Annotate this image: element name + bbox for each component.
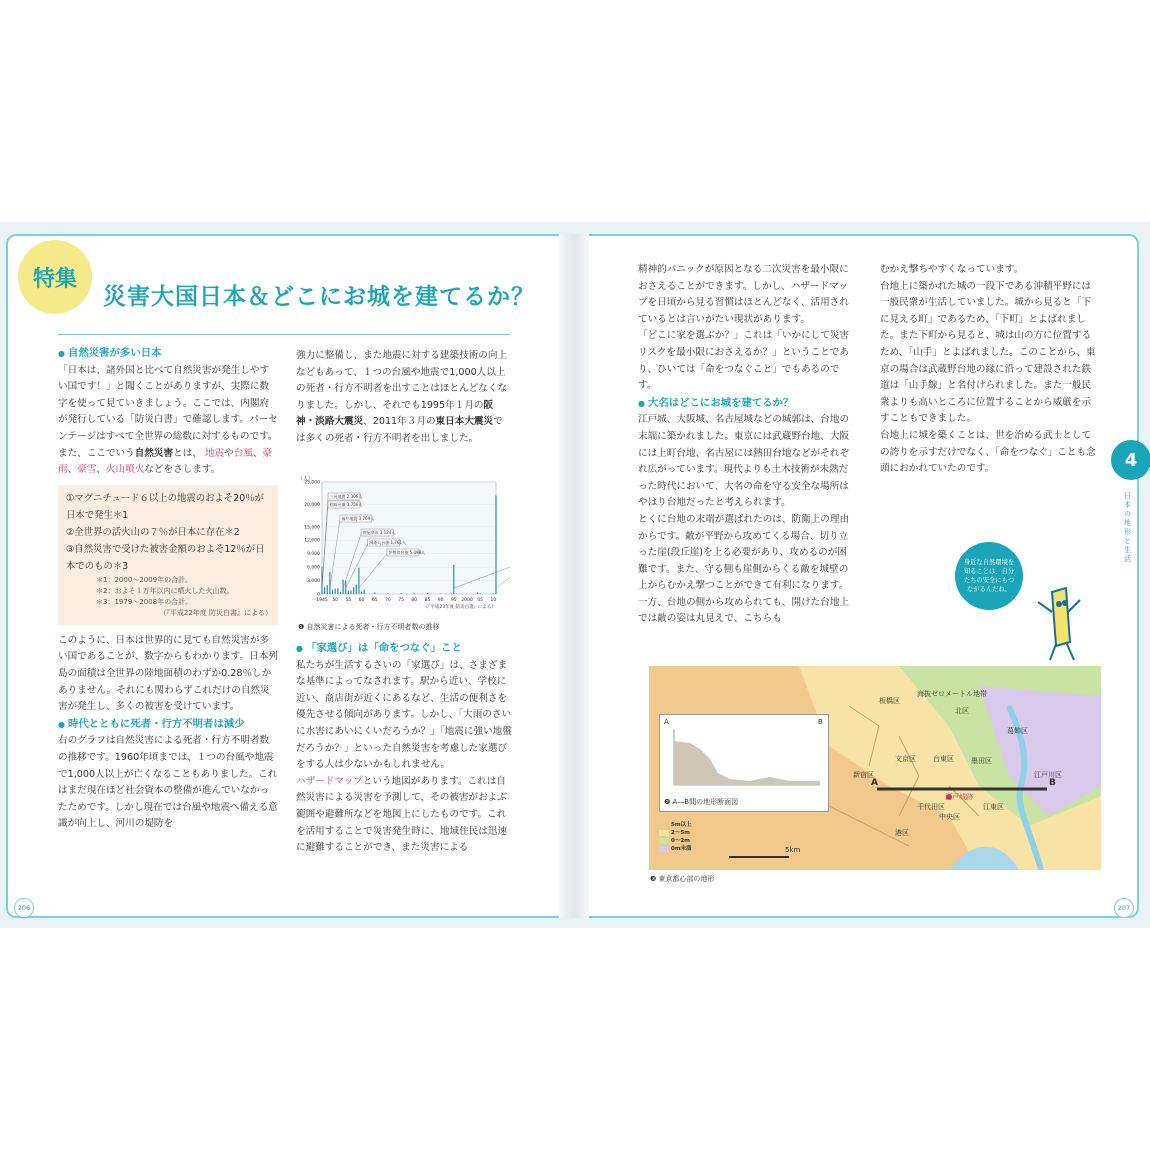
- annotation-label: 枕崎台風 3,756人: [329, 502, 363, 507]
- x-tick-label: 05: [477, 598, 484, 603]
- map-label: 千代田区: [917, 803, 945, 811]
- y-tick-label: 6,000: [307, 565, 320, 571]
- section-heading: ● 自然災害が多い日本: [58, 345, 278, 363]
- x-tick-label: 1945: [316, 598, 328, 603]
- feature-badge: 特集: [18, 240, 92, 314]
- paragraph: 精神的パニックが原因となる二次災害を最小限におさえることができます。しかし、ハザードマップを日頃から見る習慣はほとんどなく、活用されているとは言いがたい現状があります。: [638, 264, 849, 325]
- x-tick-label: 85: [424, 598, 431, 603]
- paragraph: 台地上に築かれた城の一段下である沖積平野には一般民衆が生活していました。城から見ると「下に見える町」であるため、「下町」とよばれました。また下町から見ると、城は山の方に位置するため、「山手」とよばれました。このことから、東京の場合は武蔵野台地の縁に沿って建設された鉄道は「山手線」と名付けられました。また一般民衆よりも高いところに位置することから威厳を示すこともできました。: [880, 280, 1096, 425]
- legend-item: 5m以上: [659, 821, 719, 829]
- page-title: 災害大国日本＆どこにお城を建てるか？: [103, 284, 535, 310]
- map-point-b: B: [1049, 778, 1056, 788]
- x-tick-label: 60: [358, 598, 365, 603]
- column-2: [296, 348, 512, 448]
- column-3: [638, 262, 854, 628]
- annotation-label: 洞爺丸台風 1,761人: [369, 540, 406, 545]
- map-label: 江戸川区: [1034, 771, 1062, 779]
- title-divider: [58, 334, 510, 335]
- footnote: ＊3：1979～2008年の合計。: [96, 597, 193, 606]
- svg-text:B: B: [818, 718, 823, 726]
- gutter: [559, 234, 589, 918]
- footnote: ＊1：2000～2009年の合計。: [96, 575, 193, 584]
- cross-section-svg: [660, 715, 828, 795]
- annotation-label: 南紀豪雨 1,124人: [362, 530, 396, 535]
- y-tick-label: 20,000: [304, 502, 320, 508]
- map-caption: ❸ 東京都心部の地形: [650, 875, 715, 883]
- x-tick-label: 80: [411, 598, 418, 603]
- fact-item: ①マグニチュード６以上の地震のおよそ20％が日本で発生＊1: [66, 492, 264, 521]
- y-tick-label: 9,000: [307, 552, 320, 558]
- x-tick-label: 65: [371, 598, 378, 603]
- paragraph: 強力に整備し、また地震に対する建築技術の向上などもあって、１つの台風や地震で1,000人以上の死者・行方不明者を出すことはほとんどなくなりました。しかし、それでも1995年１月の阪神・淡路大震災、2011年３月の東日本大震災では多くの死者・行方不明者を出しました。: [296, 350, 508, 444]
- map-label: 板橋区: [879, 697, 900, 705]
- chapter-tab: 4: [1111, 440, 1150, 480]
- paragraph: 右のグラフは自然災害による死者・行方不明者数の推移です。1960年頃までは、１つの台風や地震で1,000人以上が亡くなることもありました。これはまだ現在ほど社会資本の整備が進んでいなかったためです。しかし現在では台風や地震へ備える意識が向上し、河川の堤防を: [58, 735, 278, 830]
- paragraph: 「日本は、諸外国と比べて自然災害が発生しやすい国です！」と聞くことがありますが、実際に数字を使って見ていきましょう。ここでは、内閣府が発行している「防災白書」で確認します。パーセンテージはすべて全世界の総数に対するものです。また、ここでいう自然災害とは、 地震や台風、豪雨、豪雪、火山噴火などをさします。: [58, 364, 278, 476]
- y-tick-label: 0: [317, 592, 320, 598]
- chapter-tab-label: 日本の地形と生活: [1124, 492, 1131, 563]
- inset-caption: ❷ A―B間の地形断面図: [664, 798, 739, 806]
- annotation-label: 福井地震 3,769人: [341, 516, 375, 521]
- legend-item: 0m未満: [659, 845, 719, 853]
- x-tick-label: 55: [345, 598, 352, 603]
- speech-bubble: 身近な自然環境を知ることは、自分たちの安全にもつながるんだね。: [955, 542, 1023, 610]
- paragraph: 江戸城、大阪城、名古屋城などの城郭は、台地の末端に築かれました。東京には武蔵野台地、大阪には上町台地、名古屋には熱田台地などがそれぞれ広がっています。現代よりも土木技術が未熟だった時代において、大名の命を守る安全な場所はやはり台地だったと考えられます。: [638, 414, 850, 509]
- map-label: 葛飾区: [1007, 727, 1028, 735]
- x-tick-label: 2000: [461, 598, 473, 603]
- section-heading: ● 大名はどこにお城を建てるか？: [638, 395, 854, 413]
- legend-item: 2～5m: [659, 829, 719, 837]
- column-1: [58, 345, 278, 833]
- hazard-term: 地震: [204, 447, 225, 459]
- disaster-deaths-chart: [296, 474, 510, 610]
- legend-item: 0～2m: [659, 837, 719, 845]
- map-point-a: A: [871, 778, 878, 788]
- map-label: 北区: [955, 707, 969, 715]
- map-label: 海抜ゼロメートル地帯: [917, 690, 987, 698]
- page-number-left: 206: [14, 898, 34, 918]
- map-legend: [659, 821, 719, 853]
- footnote: ＊2：およそ１万年以内に噴火した火山数。: [96, 586, 234, 595]
- x-tick-label: 75: [398, 598, 404, 603]
- y-tick-label: 12,000: [304, 538, 320, 544]
- tokyo-terrain-map: [649, 666, 1101, 870]
- fact-item: ②全世界の活火山の７％が日本に存在＊2: [66, 526, 240, 538]
- y-axis-label: （人）: [298, 476, 314, 482]
- chart-caption: ❶ 自然災害による死者・行方不明者数の推移: [298, 623, 440, 631]
- x-tick-label: 90: [437, 598, 444, 603]
- map-label: 中央区: [939, 813, 960, 821]
- annotation-label: 伊勢湾台風 5,098人: [388, 550, 426, 555]
- annotation-label: 三河地震 2,306人: [329, 494, 363, 499]
- x-tick-label: 95: [450, 598, 457, 603]
- paragraph: 台地上に城を築くことは、世を治める武士としての誇りを示すだけでなく、「命をつなぐ」ことも念頭におかれていたのです。: [880, 429, 1096, 475]
- paragraph: 「どこに家を選ぶか？」これは「いかにして災害リスクを最小限におさえるか？」ということであり、ひいては「命をつなぐこと」でもあるのです。: [638, 330, 850, 392]
- paragraph: 私たちが生活するさいの「家選び」は、さまざまな基準によってなされます。駅から近い、学校に近い、商店街が近くにあるなど、生活の便利さを優先させる傾向があります。しかし、「大雨のさいに水害にあいにくいだろうか？」「地震に強い地盤だろうか？」といった自然災害を考慮した家選びをする人は少ないかもしれません。: [296, 659, 512, 771]
- fact-item: ③自然災害で受けた被害金額のおよそ12％が日本でのもの＊3: [66, 543, 265, 572]
- x-tick-label: 70: [385, 598, 391, 603]
- x-tick-label: 50: [332, 598, 339, 603]
- map-label: 台東区: [933, 755, 954, 763]
- column-2-lower: [296, 640, 512, 857]
- y-tick-label: 15,000: [304, 525, 320, 531]
- y-tick-label: 3,000: [307, 579, 320, 585]
- section-heading: ● 時代とともに死者・行方不明者は減少: [58, 716, 278, 734]
- paragraph: このように、日本は世界的に見ても自然災害が多い国であることが、数字からもわかります。日本列島の面積は全世界の陸地面積のわずか0.28％しかありません。それにも関わらずこれだけの自然災害が発生し、多くの被害を受けています。: [58, 634, 278, 713]
- scale-label: 5km: [785, 846, 801, 854]
- map-label-castle: 江戸城跡: [945, 793, 973, 801]
- fact-box: [58, 485, 278, 625]
- mascot-illustration: [1030, 582, 1090, 664]
- section-heading: ● 「家選び」は「命をつなぐ」こと: [296, 640, 512, 658]
- column-4: [880, 262, 1096, 478]
- map-label: 江東区: [983, 803, 1004, 811]
- paragraph: とくに台地の末端が選ばれたのは、防衛上の理由からです。敵が平野から攻めてくる場合、切り立った崖(段丘崖)を上る必要があり、攻めるのが困難です。また、守る側も崖側からくる敵を城壁の上からむかえ撃つことができて有利になります。一方、台地の側から攻められても、開けた台地上では敵の姿は丸見えで、こちらも: [638, 513, 850, 625]
- cross-section-inset: [659, 714, 829, 812]
- svg-text:A: A: [664, 718, 669, 726]
- footnote-source: （『平成22年度 防災白書』による）: [159, 608, 272, 617]
- map-label: 文京区: [895, 755, 916, 763]
- chart-source: （『平成23年度 防災白書』による）: [423, 605, 496, 610]
- map-label: 港区: [895, 829, 909, 837]
- paragraph: むかえ撃ちやすくなっています。: [880, 264, 1024, 275]
- page-number-right: 207: [1114, 898, 1134, 918]
- x-tick-label: 10: [490, 598, 497, 603]
- annotation-leader: [496, 500, 510, 588]
- map-label: 新宿区: [853, 771, 874, 779]
- y-tick-label: 25,000: [304, 480, 320, 486]
- scale-bar: [729, 856, 789, 858]
- map-label: 墨田区: [971, 757, 992, 765]
- paragraph: ハザードマップという地図があります。これは自然災害による災害を予測して、その被害がおよぶ範囲や避難所などを地図上にしたものです。これを活用することで災害発生時に、地域住民は迅速に避難することができ、また災害による: [296, 775, 508, 854]
